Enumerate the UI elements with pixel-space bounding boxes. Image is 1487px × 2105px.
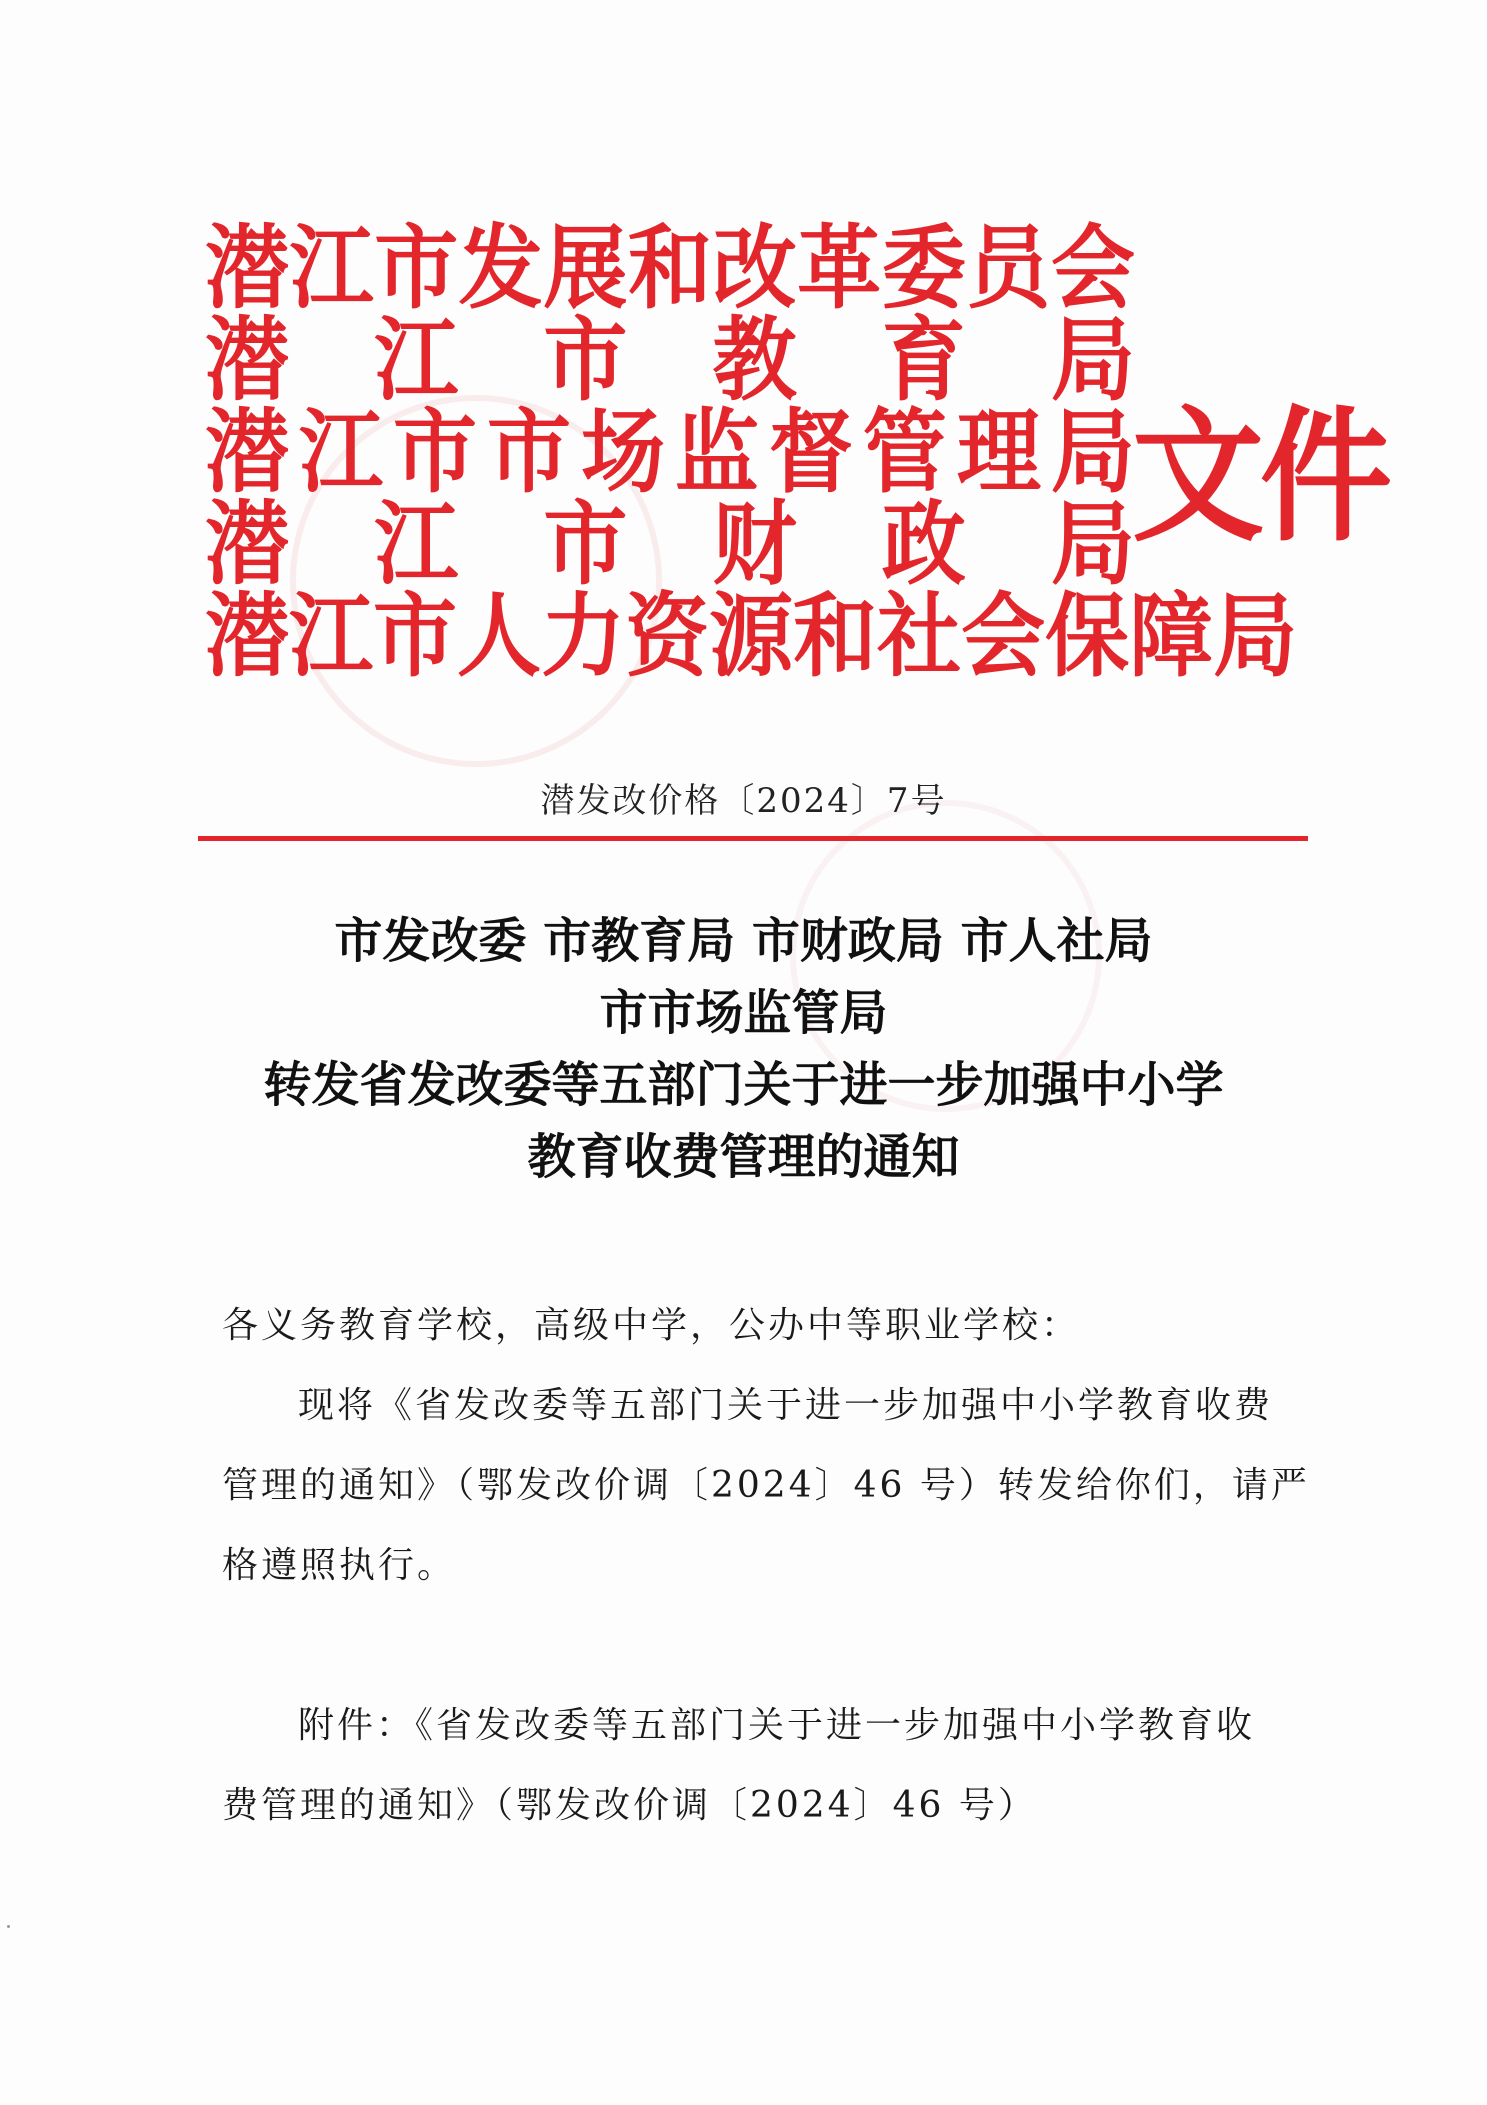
issuer-char: 会	[961, 582, 1046, 689]
issuer-char: 市	[543, 490, 628, 597]
issuer-char: 育	[881, 306, 966, 413]
issuer-char: 潜	[205, 398, 290, 505]
issuer-char: 局	[1050, 398, 1135, 505]
issuer-char: 员	[966, 214, 1051, 321]
attachment-line: 附件：《省发改委等五部门关于进一步加强中小学教育收	[298, 1705, 1256, 1746]
issuer-char: 市	[486, 398, 571, 505]
issuer-char: 展	[543, 214, 628, 321]
issuer-char: 发	[458, 214, 543, 321]
issuer-char: 市	[373, 582, 458, 689]
body-paragraph-line: 管理的通知》（鄂发改价调〔2024〕46 号）转发给你们，请严	[222, 1465, 1310, 1506]
issuer-char: 政	[881, 490, 966, 597]
issuer-char: 督	[768, 398, 853, 505]
issuer-line	[205, 214, 1135, 321]
issuer-char: 改	[712, 214, 797, 321]
salutation: 各义务教育学校，高级中学，公办中等职业学校：	[222, 1305, 1081, 1346]
issuer-char: 局	[1050, 306, 1135, 413]
issuer-char: 教	[712, 306, 797, 413]
issuer-char: 保	[1045, 582, 1130, 689]
issuer-char: 潜	[205, 306, 290, 413]
issuer-char: 潜	[205, 582, 290, 689]
issuer-char: 江	[289, 214, 374, 321]
issuer-char: 潜	[205, 214, 290, 321]
issuer-char: 场	[580, 398, 665, 505]
title-line: 市市场监管局	[599, 985, 888, 1041]
scan-speck	[7, 1925, 10, 1928]
issuer-char: 江	[289, 582, 374, 689]
title-line: 市发改委 市教育局 市财政局 市人社局	[334, 913, 1153, 969]
issuer-char: 监	[674, 398, 759, 505]
issuer-char: 财	[712, 490, 797, 597]
issuer-char: 江	[374, 306, 459, 413]
attachment-line: 费管理的通知》（鄂发改价调〔2024〕46 号）	[222, 1785, 1037, 1826]
document-suffix: 文件	[1132, 391, 1388, 563]
issuer-char: 社	[877, 582, 962, 689]
issuer-char: 江	[374, 490, 459, 597]
issuer-char: 资	[625, 582, 710, 689]
issuer-char: 局	[1050, 490, 1135, 597]
issuer-char: 人	[457, 582, 542, 689]
issuer-line	[205, 490, 1135, 597]
body-paragraph-line: 格遵照执行。	[222, 1545, 457, 1586]
issuer-line	[205, 582, 1298, 689]
issuer-char: 障	[1129, 582, 1214, 689]
title-line: 教育收费管理的通知	[527, 1129, 960, 1185]
issuer-char: 潜	[205, 490, 290, 597]
document-number: 潜发改价格〔2024〕7号	[540, 781, 947, 821]
issuer-char: 市	[543, 306, 628, 413]
issuer-char: 和	[793, 582, 878, 689]
title-line: 转发省发改委等五部门关于进一步加强中小学	[263, 1057, 1224, 1113]
issuer-char: 和	[627, 214, 712, 321]
issuer-char: 会	[1050, 214, 1135, 321]
issuer-char: 市	[392, 398, 477, 505]
issuer-char: 市	[374, 214, 459, 321]
issuer-char: 革	[797, 214, 882, 321]
issuer-char: 局	[1213, 582, 1298, 689]
issuer-char: 管	[862, 398, 947, 505]
issuer-line	[205, 398, 1135, 505]
issuer-line	[205, 306, 1135, 413]
document-title	[0, 905, 1487, 1193]
red-separator-line	[198, 836, 1308, 841]
issuer-char: 源	[709, 582, 794, 689]
issuer-char: 江	[298, 398, 383, 505]
issuer-char: 委	[881, 214, 966, 321]
issuer-char: 理	[956, 398, 1041, 505]
issuer-char: 力	[541, 582, 626, 689]
body-paragraph-line: 现将《省发改委等五部门关于进一步加强中小学教育收费	[298, 1385, 1274, 1426]
